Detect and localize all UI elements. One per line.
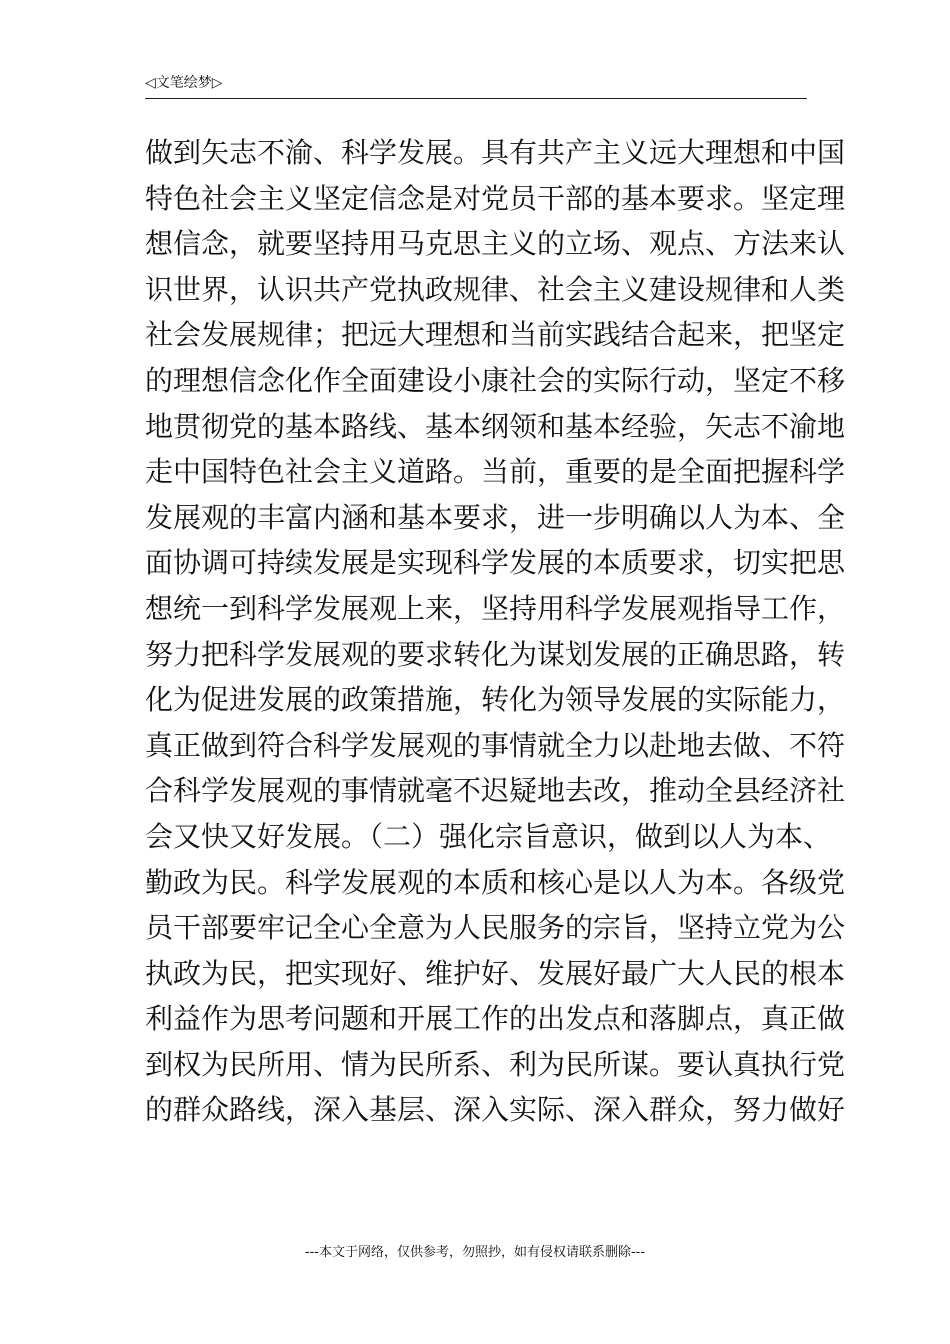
text-line: 员干部要牢记全心全意为人民服务的宗旨，坚持立党为公 xyxy=(145,911,846,945)
page-footer: ---本文于网络，仅供参考，勿照抄，如有侵权请联系删除--- xyxy=(304,1245,646,1260)
text-line: 发展观的丰富内涵和基本要求，进一步明确以人为本、全 xyxy=(145,500,846,534)
text-line: 做到矢志不渝、科学发展。具有共产主义远大理想和中国 xyxy=(145,136,846,169)
text-line: 想信念，就要坚持用马克思主义的立场、观点、方法来认 xyxy=(145,227,846,261)
text-line: 真正做到符合科学发展观的事情就全力以赴地去做、不符 xyxy=(145,728,846,762)
text-line: 努力把科学发展观的要求转化为谋划发展的正确思路，转 xyxy=(145,637,846,671)
text-line: 到权为民所用、情为民所系、利为民所谋。要认真执行党 xyxy=(145,1047,846,1081)
header-title: ◁文笔绘梦▷ xyxy=(145,75,223,91)
text-line: 的群众路线，深入基层、深入实际、深入群众，努力做好 xyxy=(145,1093,846,1127)
text-line: 会又快又好发展。（二）强化宗旨意识，做到以人为本、 xyxy=(145,819,832,853)
text-line: 面协调可持续发展是实现科学发展的本质要求，切实把思 xyxy=(145,546,846,580)
document-body xyxy=(145,130,846,1133)
text-line: 走中国特色社会主义道路。当前，重要的是全面把握科学 xyxy=(145,455,846,489)
text-line: 地贯彻党的基本路线、基本纲领和基本经验，矢志不渝地 xyxy=(145,409,846,443)
text-line: 执政为民，把实现好、维护好、发展好最广大人民的根本 xyxy=(145,956,846,990)
text-line: 合科学发展观的事情就毫不迟疑地去改，推动全县经济社 xyxy=(145,774,846,808)
text-line: 化为促进发展的政策措施，转化为领导发展的实际能力， xyxy=(145,683,846,717)
text-line: 识世界，认识共产党执政规律、社会主义建设规律和人类 xyxy=(145,272,846,306)
page-header xyxy=(145,72,807,99)
text-line: 利益作为思考问题和开展工作的出发点和落脚点，真正做 xyxy=(145,1002,846,1036)
text-line: 想统一到科学发展观上来，坚持用科学发展观指导工作， xyxy=(145,591,846,625)
text-line: 特色社会主义坚定信念是对党员干部的基本要求。坚定理 xyxy=(145,181,846,215)
text-line: 的理想信念化作全面建设小康社会的实际行动，坚定不移 xyxy=(145,363,846,397)
text-line: 勤政为民。科学发展观的本质和核心是以人为本。各级党 xyxy=(145,865,846,899)
text-line: 社会发展规律；把远大理想和当前实践结合起来，把坚定 xyxy=(145,318,846,352)
